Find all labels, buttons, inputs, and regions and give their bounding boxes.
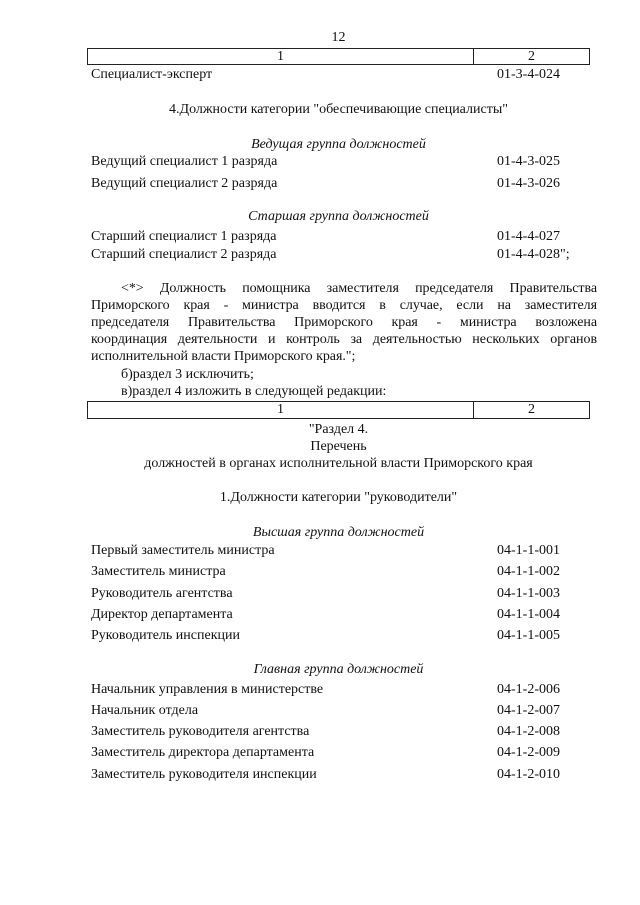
position-code: 04-1-2-009	[497, 745, 560, 760]
position-code: 04-1-2-006	[497, 682, 560, 697]
position-title: Старший специалист 2 разряда	[91, 247, 277, 262]
position-title: Начальник отдела	[91, 703, 199, 718]
table-header	[87, 48, 590, 65]
section-title-line: "Раздел 4.	[308, 422, 369, 437]
position-code: 01-3-4-024	[497, 67, 560, 82]
group-heading: Старшая группа должностей	[248, 209, 429, 224]
footnote-line: председателя Правительства Приморского края - министра возложена	[91, 315, 597, 330]
section-title-line: должностей в органах исполнительной власти Приморского края	[144, 456, 533, 471]
table-header-col2: 2	[528, 402, 535, 417]
group-heading: Ведущая группа должностей	[251, 137, 426, 152]
category-heading: 4.Должности категории "обеспечивающие специалисты"	[169, 102, 508, 117]
table-header-col1: 1	[88, 49, 474, 64]
position-title: Заместитель директора департамента	[91, 745, 315, 760]
position-code: 04-1-1-002	[497, 564, 560, 579]
position-code: 01-4-4-028";	[497, 247, 570, 262]
table-header	[87, 401, 590, 419]
position-title: Ведущий специалист 1 разряда	[91, 154, 278, 169]
footnote-line: координация деятельности и контроль за деятельностью нескольких органов	[91, 332, 597, 347]
position-title: Руководитель агентства	[91, 586, 233, 601]
position-title: Заместитель министра	[91, 564, 226, 579]
position-title: Старший специалист 1 разряда	[91, 229, 277, 244]
footnote-line: <*> Должность помощника заместителя председателя Правительства	[121, 281, 597, 296]
table-header-col1: 1	[88, 402, 474, 418]
position-code: 04-1-1-001	[497, 543, 560, 558]
section-title-line: Перечень	[310, 439, 367, 454]
position-code: 01-4-3-025	[497, 154, 560, 169]
amendment-b: б)раздел 3 исключить;	[121, 367, 254, 382]
footnote-line: исполнительной власти Приморского края.";	[91, 349, 356, 364]
position-title: Заместитель руководителя агентства	[91, 724, 310, 739]
category-heading: 1.Должности категории "руководители"	[219, 490, 458, 505]
page-number: 12	[331, 30, 346, 45]
group-heading: Высшая группа должностей	[252, 525, 425, 540]
position-code: 01-4-3-026	[497, 176, 560, 191]
position-title: Руководитель инспекции	[91, 628, 240, 643]
position-code: 04-1-1-005	[497, 628, 560, 643]
group-heading: Главная группа должностей	[253, 662, 424, 677]
footnote-line: Приморского края - министра вводится в случае, если на заместителя	[91, 298, 597, 313]
table-header-col2: 2	[528, 49, 535, 64]
position-title: Заместитель руководителя инспекции	[91, 767, 317, 782]
position-code: 04-1-1-004	[497, 607, 560, 622]
position-title: Начальник управления в министерстве	[91, 682, 324, 697]
amendment-c: в)раздел 4 изложить в следующей редакции:	[121, 384, 387, 399]
position-title: Специалист-эксперт	[91, 67, 213, 82]
position-title: Директор департамента	[91, 607, 233, 622]
position-title: Первый заместитель министра	[91, 543, 275, 558]
position-title: Ведущий специалист 2 разряда	[91, 176, 278, 191]
position-code: 01-4-4-027	[497, 229, 560, 244]
position-code: 04-1-2-007	[497, 703, 560, 718]
position-code: 04-1-1-003	[497, 586, 560, 601]
position-code: 04-1-2-008	[497, 724, 560, 739]
position-code: 04-1-2-010	[497, 767, 560, 782]
